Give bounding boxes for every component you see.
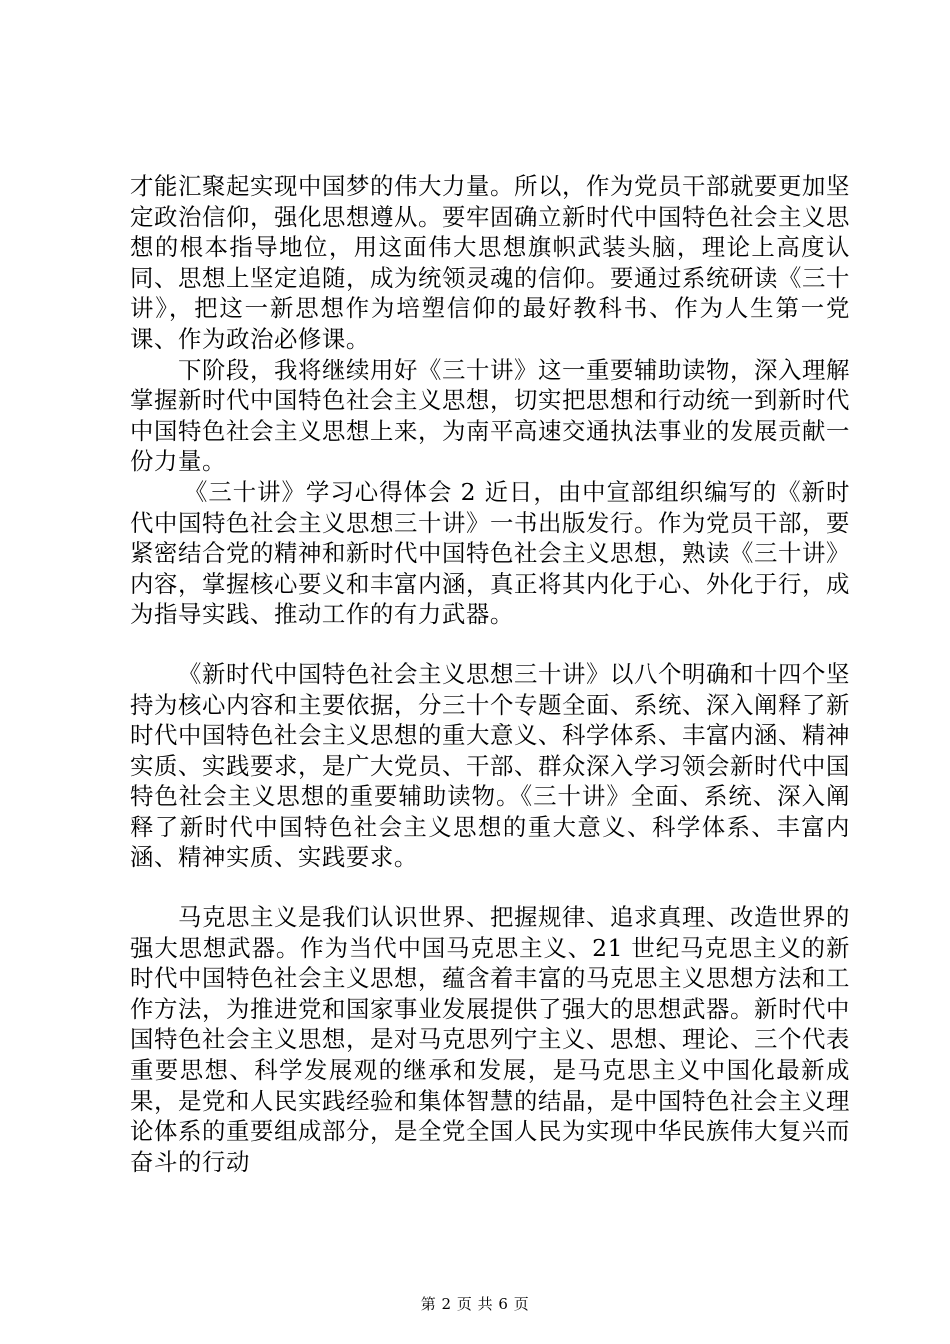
page-number-footer: 第 2 页 共 6 页 [420, 1295, 530, 1313]
paragraph-spacer [130, 873, 850, 902]
document-body [130, 171, 850, 1177]
paragraph-marxism: 马克思主义是我们认识世界、把握规律、追求真理、改造世界的强大思想武器。作为当代中国马克思主义、21 世纪马克思主义的新时代中国特色社会主义思想，蕴含着丰富的马克思主义思想方法和工作方法，为推进党和国家事业发展提供了强大的思想武器。新时代中国特色社会主义思想，是对马克思列宁主义、思想、理论、三个代表重要思想、科学发展观的继承和发展，是马克思主义中国化最新成果，是党和人民实践经验和集体智慧的结晶，是中国特色社会主义理论体系的重要组成部分，是全党全国人民为实现中华民族伟大复兴而奋斗的行动 [130, 903, 850, 1176]
paragraph-continuation: 才能汇聚起实现中国梦的伟大力量。所以，作为党员干部就要更加坚定政治信仰，强化思想遵从。要牢固确立新时代中国特色社会主义思想的根本指导地位，用这面伟大思想旗帜武装头脑，理论上高度认同、思想上坚定追随，成为统领灵魂的信仰。要通过系统研读《三十讲》，把这一新思想作为培塑信仰的最好教科书、作为人生第一党课、作为政治必修课。 [130, 172, 850, 353]
paragraph-spacer [130, 630, 850, 659]
paragraph-thirty-lectures: 《新时代中国特色社会主义思想三十讲》以八个明确和十四个坚持为核心内容和主要依据，分三十个专题全面、系统、深入阐释了新时代中国特色社会主义思想的重大意义、科学体系、丰富内涵、精神实质、实践要求，是广大党员、干部、群众深入学习领会新时代中国特色社会主义思想的重要辅助读物。《三十讲》全面、系统、深入阐释了新时代中国特色社会主义思想的重大意义、科学体系、丰富内涵、精神实质、实践要求。 [130, 659, 850, 872]
paragraph-next-stage: 下阶段，我将继续用好《三十讲》这一重要辅助读物，深入理解掌握新时代中国特色社会主义思想，切实把思想和行动统一到新时代中国特色社会主义思想上来，为南平高速交通执法事业的发展贡献一份力量。 [130, 355, 850, 476]
paragraph-reflection-2: 《三十讲》学习心得体会 2 近日，由中宣部组织编写的《新时代中国特色社会主义思想三十讲》一书出版发行。作为党员干部，要紧密结合党的精神和新时代中国特色社会主义思想，熟读《三十讲》内容，掌握核心要义和丰富内涵，真正将其内化于心、外化于行，成为指导实践、推动工作的有力武器。 [130, 477, 850, 629]
